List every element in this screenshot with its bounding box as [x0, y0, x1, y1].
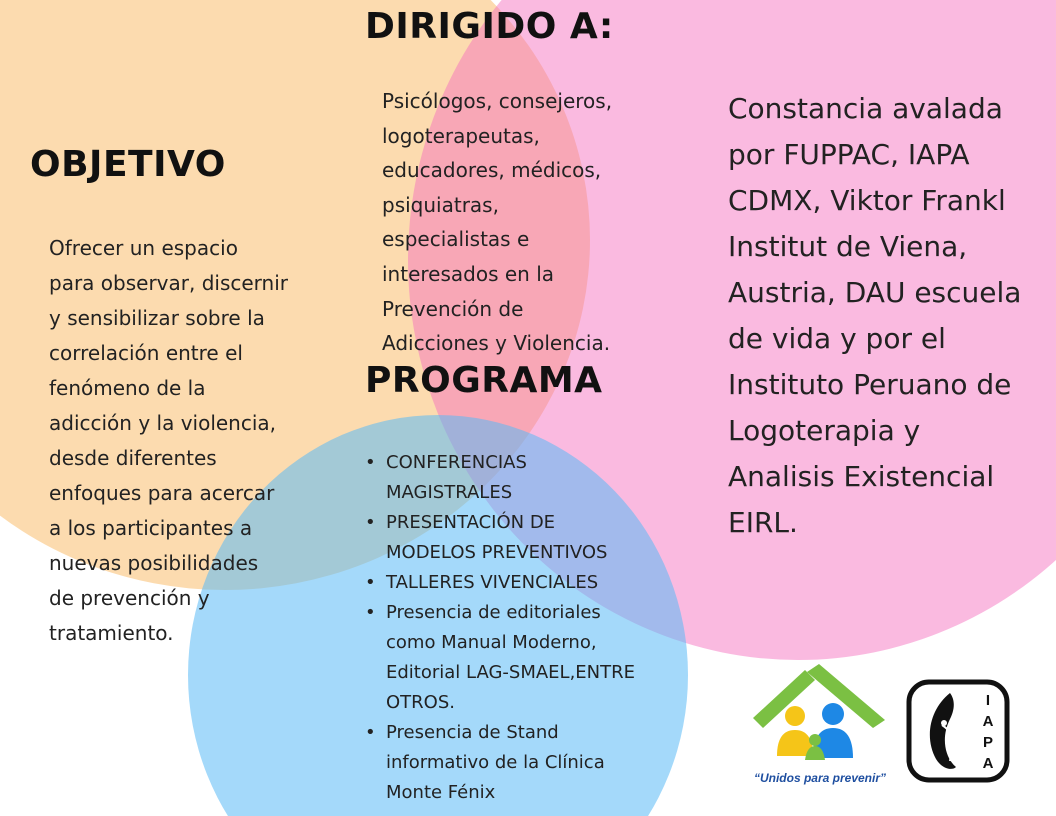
objetivo-line: fenómeno de la — [49, 376, 206, 400]
constancia-line: EIRL. — [728, 506, 798, 539]
figure-head-icon — [822, 703, 844, 725]
programa-item — [365, 598, 665, 718]
roof-right-icon — [807, 664, 885, 728]
dirigido-line: especialistas e — [382, 227, 530, 252]
programa-item — [365, 448, 665, 508]
constancia-line: Logoterapia y — [728, 414, 921, 447]
figure-head-icon — [809, 734, 821, 746]
objetivo-line: Ofrecer un espacio — [49, 236, 238, 260]
programa-item-line: Monte Fénix — [386, 782, 496, 803]
objetivo-heading: OBJETIVO — [30, 144, 226, 185]
constancia-text — [728, 86, 1038, 546]
dirigido-text — [382, 84, 652, 361]
bullet-icon: • — [365, 452, 376, 473]
programa-list — [365, 448, 665, 808]
programa-item-line: MODELOS PREVENTIVOS — [386, 542, 608, 563]
dirigido-line: Psicólogos, consejeros, — [382, 89, 613, 113]
objetivo-line: adicción y la violencia, — [49, 411, 277, 435]
programa-item-line: informativo de la Clínica — [386, 752, 605, 773]
objetivo-line: nuevas posibilidades — [49, 551, 259, 575]
programa-item-line: CONFERENCIAS — [386, 452, 527, 473]
programa-item — [365, 508, 665, 568]
bullet-icon: • — [365, 512, 376, 533]
programa-item-line: TALLERES VIVENCIALES — [386, 572, 599, 593]
objetivo-line: a los participantes a — [49, 516, 253, 540]
constancia-line: CDMX, Viktor Frankl — [728, 184, 1006, 217]
bullet-icon: • — [365, 722, 376, 743]
iapa-letter: P — [982, 734, 994, 751]
figure-head-icon — [785, 706, 805, 726]
constancia-line: Austria, DAU escuela — [728, 276, 1022, 309]
constancia-line: Institut de Viena, — [728, 230, 968, 263]
dirigido-line: Adicciones y Violencia. — [382, 331, 611, 356]
constancia-line: Analisis Existencial — [728, 460, 995, 493]
programa-item-line: PRESENTACIÓN DE — [386, 512, 556, 533]
constancia-line: Instituto Peruano de — [728, 368, 1012, 401]
roof-left-icon — [753, 670, 815, 728]
objetivo-line: desde diferentes — [49, 446, 217, 470]
programa-item-line: OTROS. — [386, 692, 455, 713]
bullet-icon: • — [365, 602, 376, 623]
constancia-line: por FUPPAC, IAPA — [728, 138, 970, 171]
constancia-line: Constancia avalada — [728, 92, 1003, 125]
programa-heading: PROGRAMA — [365, 360, 603, 401]
iapa-letter: A — [982, 713, 994, 730]
objetivo-text — [49, 231, 314, 651]
programa-item-line: Presencia de Stand — [386, 722, 559, 743]
dirigido-line: psiquiatras, — [382, 192, 499, 217]
iapa-letter: A — [982, 755, 994, 772]
objetivo-line: enfoques para acercar — [49, 481, 275, 505]
programa-item-line: como Manual Moderno, — [386, 632, 597, 653]
dirigido-line: educadores, médicos, — [382, 158, 602, 183]
dirigido-line: logoterapeutas, — [382, 123, 540, 148]
programa-item — [365, 568, 665, 598]
objetivo-line: para observar, discernir — [49, 271, 288, 295]
dirigido-heading: DIRIGIDO A: — [365, 6, 614, 47]
dirigido-line: Prevención de — [382, 296, 524, 321]
objetivo-line: de prevención y — [49, 586, 210, 610]
objetivo-line: y sensibilizar sobre la — [49, 306, 265, 330]
iapa-letter: I — [985, 692, 991, 709]
figure-head-icon — [941, 720, 947, 726]
logo-tagline: “Unidos para prevenir” — [753, 771, 887, 785]
objetivo-line: tratamiento. — [49, 621, 174, 645]
programa-item-line: Editorial LAG-SMAEL,ENTRE — [386, 662, 636, 683]
programa-item — [365, 718, 665, 808]
programa-item-line: Presencia de editoriales — [386, 602, 601, 623]
dirigido-line: interesados en la — [382, 261, 555, 286]
family-house-logo — [735, 660, 905, 790]
objetivo-line: correlación entre el — [49, 341, 243, 365]
constancia-line: de vida y por el — [728, 322, 946, 355]
programa-item-line: MAGISTRALES — [386, 482, 513, 503]
bullet-icon: • — [365, 572, 376, 593]
iapa-logo — [906, 679, 1010, 783]
